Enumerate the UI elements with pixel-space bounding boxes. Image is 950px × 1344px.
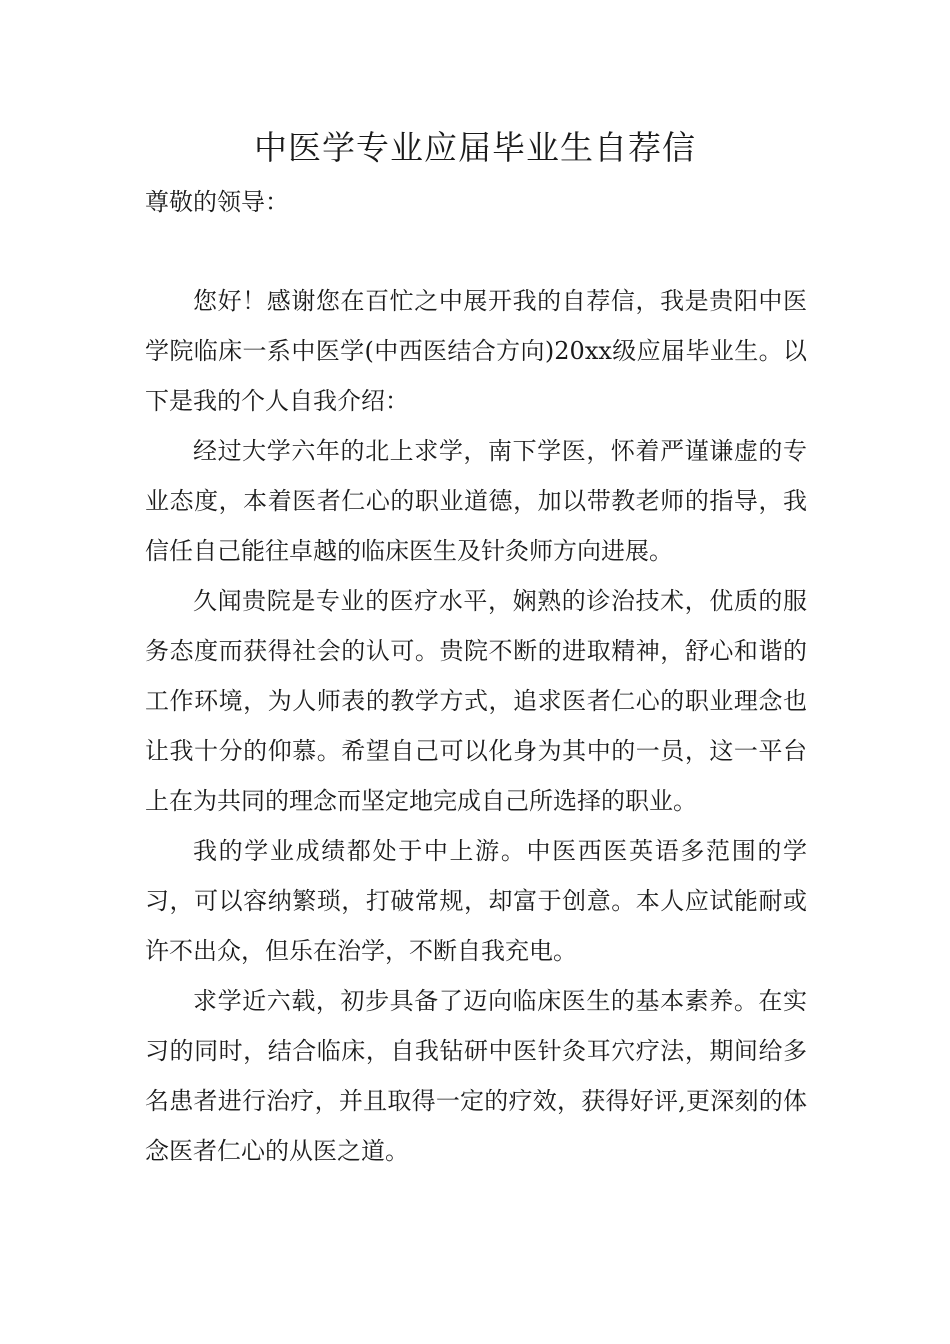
salutation: 尊敬的领导： <box>145 188 289 216</box>
paragraph: 经过大学六年的北上求学，南下学医，怀着严谨谦虚的专业态度，本着医者仁心的职业道德，加以带教老师的指导，我信任自己能往卓越的临床医生及针灸师方向进展。 <box>145 437 807 565</box>
paragraph: 我的学业成绩都处于中上游。中医西医英语多范围的学习，可以容纳繁琐，打破常规，却富于创意。本人应试能耐或许不出众，但乐在治学，不断自我充电。 <box>145 837 807 965</box>
letter-body <box>145 276 807 1176</box>
paragraph: 求学近六载，初步具备了迈向临床医生的基本素养。在实习的同时，结合临床，自我钻研中医针灸耳穴疗法，期间给多名患者进行治疗，并且取得一定的疗效，获得好评,更深刻的体念医者仁心的从医之道。 <box>145 987 807 1165</box>
paragraph: 久闻贵院是专业的医疗水平，娴熟的诊治技术，优质的服务态度而获得社会的认可。贵院不断的进取精神，舒心和谐的工作环境，为人师表的教学方式，追求医者仁心的职业理念也让我十分的仰慕。希望自己可以化身为其中的一员，这一平台上在为共同的理念而坚定地完成自己所选择的职业。 <box>145 587 807 815</box>
paragraph: 您好！感谢您在百忙之中展开我的自荐信，我是贵阳中医学院临床一系中医学(中西医结合方向)20xx级应届毕业生。以下是我的个人自我介绍： <box>145 287 807 415</box>
document-title: 中医学专业应届毕业生自荐信 <box>254 128 696 167</box>
